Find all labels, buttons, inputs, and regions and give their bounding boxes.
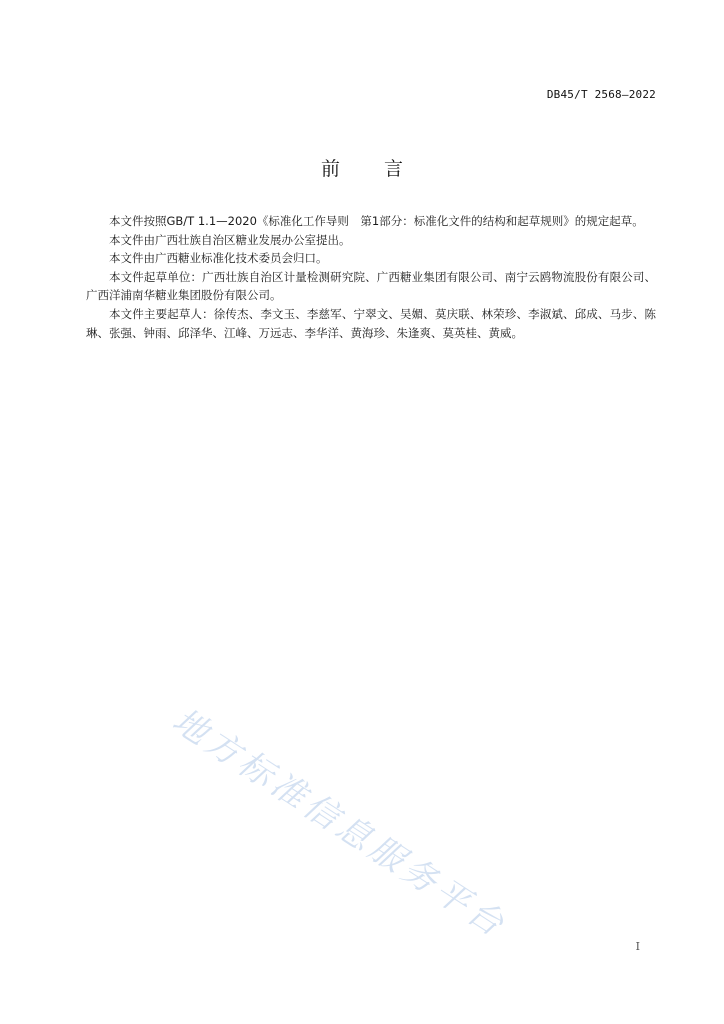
paragraph-drafting-units: 本文件起草单位：广西壮族自治区计量检测研究院、广西糖业集团有限公司、南宁云鸥物流股份有限公司、广西洋浦南华糖业集团股份有限公司。 — [86, 269, 656, 303]
watermark-text: 地方标准信息服务平台 — [165, 700, 515, 947]
foreword-body — [86, 212, 656, 342]
page-number: I — [635, 940, 640, 953]
document-code: DB45/T 2568—2022 — [546, 88, 656, 101]
page-title: 前言 — [320, 158, 447, 180]
paragraph-drafting-rules: 本文件按照GB/T 1.1—2020《标准化工作导则 第1部分：标准化文件的结构和起草规则》的规定起草。 — [109, 214, 644, 228]
paragraph-centralized-by: 本文件由广西糖业标准化技术委员会归口。 — [109, 251, 328, 266]
paragraph-proposer: 本文件由广西壮族自治区糖业发展办公室提出。 — [109, 232, 351, 247]
paragraph-drafters: 本文件主要起草人：徐传杰、李文玉、李慈军、宁翠文、吴媚、莫庆联、林荣珍、李淑斌、邱成、马步、陈琳、张强、钟雨、邱泽华、江峰、万远志、李华洋、黄海珍、朱逢爽、莫英桂、黄威。 — [86, 306, 656, 340]
